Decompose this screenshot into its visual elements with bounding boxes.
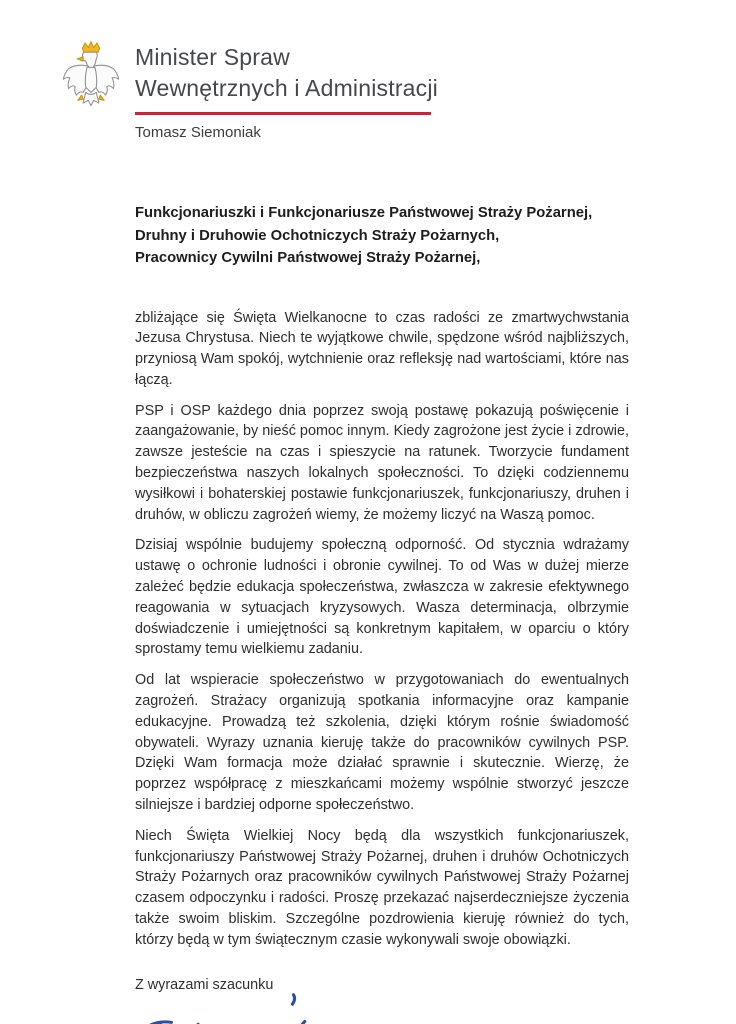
signature-flourish-mark: [292, 994, 294, 1004]
salutation-line: Druhny i Druhowie Ochotniczych Straży Pożarnych,: [135, 227, 500, 244]
ministry-name-line2: Wewnętrznych i Administracji: [135, 75, 438, 101]
ministry-name: [135, 42, 438, 104]
header-red-divider: [135, 112, 431, 115]
coat-of-arms-eagle-icon: [58, 36, 124, 112]
salutation-line: Funkcjonariuszki i Funkcjonariusze Państwowej Straży Pożarnej,: [135, 205, 593, 221]
salutation-block: [135, 202, 629, 270]
letter-paragraph: PSP i OSP każdego dnia poprzez swoją postawę pokazują poświęcenie i zaangażowanie, by nieść pomoc innym. Kiedy zagrożone jest życie i zdrowie, zawsze jesteście na czas i spieszycie na ratunek. Tworzycie fundament bezpieczeństwa naszych lokalnych społeczności. To dzięki codziennemu wysiłkowi i bohaterskiej postawie funkcjonariuszek, funkcjonariuszy, druhen i druhów, w obliczu zagrożeń wiemy, że możemy liczyć na Waszą pomoc.: [135, 402, 629, 523]
closing-phrase: Z wyrazami szacunku: [135, 976, 274, 993]
letter-body: [135, 202, 629, 1024]
letter-paragraph: Od lat wspieracie społeczeństwo w przygotowaniach do ewentualnych zagrożeń. Strażacy organizują spotkania informacyjne oraz kampanie edukacyjne. Prowadzą też szkolenia, dzięki którym rośnie świadomość obywateli. Wyrazy uznania kieruję także do pracowników cywilnych PSP. Dzięki Wam formacja może działać sprawnie i skutecznie. Wierzę, że poprzez współpracę z mieszkańcami możemy wspólnie stworzyć jeszcze silniejsze i bardziej odporne społeczeństwo.: [135, 672, 629, 814]
salutation-line: Pracownicy Cywilni Państwowej Straży Pożarnej,: [135, 250, 481, 266]
letter-paragraph: zbliżające się Święta Wielkanocne to czas radości ze zmartwychwstania Jezusa Chrystusa. Niech te wyjątkowe chwile, spędzone wśród najbliższych, przyniosą Wam spokój, wytchnienie oraz refleksję nad wartościami, które nas łączą.: [135, 309, 629, 388]
letter-paragraph: Niech Święta Wielkiej Nocy będą dla wszystkich funkcjonariuszek, funkcjonariuszy Państwowej Straży Pożarnej, druhen i druhów Ochotniczych Straży Pożarnych oraz pracowników cywilnych Państwowej Straży Pożarnej czasem odpoczynku i radości. Proszę przekazać najserdeczniejsze życzenia także swoim bliskim. Szczególne pozdrowienia kieruję również do tych, którzy będą w tym świątecznym czasie wykonywali swoje obowiązki.: [135, 827, 629, 948]
signer-name: Tomasz Siemoniak: [135, 124, 261, 141]
ministry-name-line1: Minister Spraw: [135, 44, 290, 70]
letter-paragraph: Dzisiaj wspólnie budujemy społeczną odporność. Od stycznia wdrażamy ustawę o ochronie ludności i obronie cywilnej. To od Was w dużej mierze zależeć będzie edukacja społeczeństwa, zwłaszcza w zakresie efektywnego reagowania w sytuacjach kryzysowych. Wasza determinacja, olbrzymie doświadczenie i umiejętności są konkretnym kapitałem, w oparciu o który sprostamy temu wielkiemu zadaniu.: [135, 537, 629, 658]
